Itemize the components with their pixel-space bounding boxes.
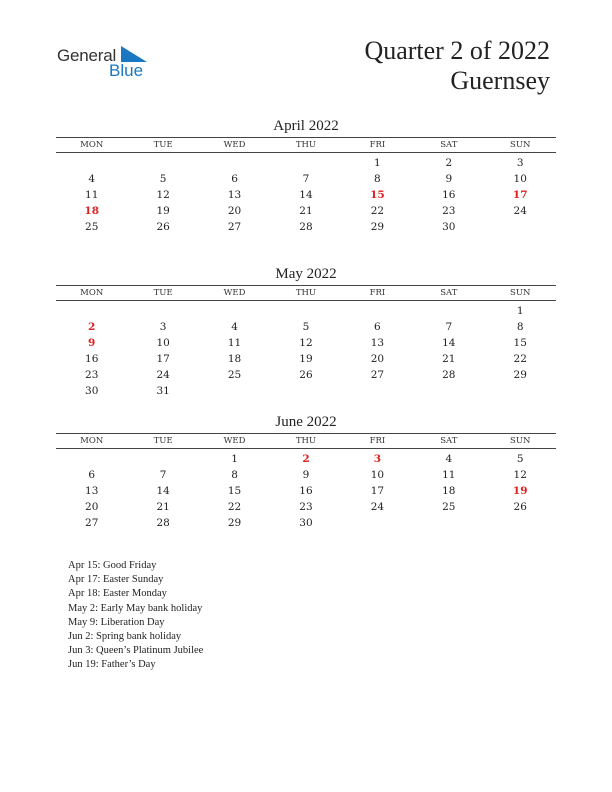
date-cell: 11	[85, 189, 99, 201]
holiday-date-cell: 18	[84, 205, 100, 217]
date-cell	[127, 155, 198, 171]
weekday-label: SAT	[440, 436, 458, 446]
week-row	[56, 155, 556, 171]
date-cell	[342, 303, 413, 319]
date-cell: 30	[299, 517, 313, 529]
weekday-label: TUE	[153, 288, 173, 298]
weekday-label: TUE	[153, 140, 173, 150]
weekday-label: THU	[295, 436, 317, 446]
date-cell: 8	[231, 469, 238, 481]
holiday-item: Apr 18: Easter Monday	[68, 588, 167, 600]
date-cell: 29	[370, 221, 385, 233]
week-row	[56, 467, 556, 483]
date-cell	[56, 303, 127, 319]
date-cell: 8	[374, 173, 381, 185]
holiday-item: Jun 2: Spring bank holiday	[68, 631, 182, 643]
weekday-label: MON	[80, 140, 104, 150]
date-cell	[127, 303, 198, 319]
weeks-grid	[56, 153, 556, 235]
holiday-date-cell: 19	[512, 485, 528, 497]
month-calendar-april	[56, 116, 556, 235]
holiday-date-cell: 17	[512, 189, 528, 201]
date-cell: 25	[442, 501, 456, 513]
date-cell: 9	[302, 469, 310, 481]
weekday-label: THU	[295, 288, 317, 298]
date-cell	[270, 155, 341, 171]
holiday-item: Jun 19: Father’s Day	[68, 659, 156, 671]
weekday-label: SAT	[440, 140, 458, 150]
date-cell: 17	[156, 353, 170, 365]
date-cell	[199, 383, 270, 399]
holiday-item: Jun 3: Queen’s Platinum Jubilee	[68, 645, 204, 657]
month-calendar-may	[56, 264, 556, 399]
date-cell: 6	[231, 173, 238, 185]
week-row	[56, 319, 556, 335]
weekday-label: SUN	[510, 288, 531, 298]
page-title	[364, 36, 550, 96]
date-cell: 30	[85, 385, 99, 397]
week-row	[56, 451, 556, 467]
week-row	[56, 219, 556, 235]
date-cell: 17	[370, 485, 385, 497]
date-cell: 29	[513, 369, 527, 381]
date-cell: 22	[227, 501, 242, 513]
date-cell: 10	[513, 173, 527, 185]
date-cell: 26	[156, 221, 170, 233]
holiday-list	[68, 559, 203, 673]
week-row	[56, 171, 556, 187]
date-cell: 24	[156, 369, 170, 381]
date-cell: 4	[445, 453, 453, 465]
week-row	[56, 351, 556, 367]
week-row	[56, 499, 556, 515]
date-cell: 9	[445, 173, 453, 185]
date-cell	[413, 515, 484, 531]
weekday-label: FRI	[369, 436, 386, 446]
weekday-label: MON	[80, 436, 104, 446]
week-row	[56, 203, 556, 219]
date-cell: 18	[227, 353, 242, 365]
date-cell	[127, 451, 198, 467]
date-cell: 1	[374, 157, 381, 169]
week-row	[56, 483, 556, 499]
date-cell: 28	[156, 517, 170, 529]
date-cell: 12	[156, 189, 170, 201]
weekday-header	[56, 137, 556, 153]
date-cell: 26	[299, 369, 313, 381]
date-cell: 29	[227, 517, 242, 529]
date-cell: 14	[156, 485, 170, 497]
weekday-label: FRI	[369, 288, 386, 298]
month-title: April 2022	[273, 118, 339, 134]
date-cell: 14	[299, 189, 313, 201]
date-cell: 7	[159, 469, 167, 481]
weeks-grid	[56, 449, 556, 531]
date-cell: 11	[442, 469, 456, 481]
date-cell: 25	[85, 221, 99, 233]
date-cell: 4	[231, 321, 238, 333]
logo-text-blue: Blue	[109, 61, 144, 80]
weekday-label: THU	[295, 140, 317, 150]
date-cell: 5	[516, 453, 524, 465]
date-cell: 16	[442, 189, 456, 201]
week-row	[56, 383, 556, 399]
date-cell: 28	[299, 221, 313, 233]
date-cell	[413, 303, 484, 319]
holiday-item: Apr 15: Good Friday	[68, 560, 157, 571]
weekday-label: WED	[223, 288, 246, 298]
title-quarter: Quarter 2 of 2022	[364, 36, 550, 65]
date-cell: 30	[442, 221, 456, 233]
date-cell: 14	[442, 337, 456, 349]
title-country: Guernsey	[450, 66, 550, 95]
holiday-date-cell: 15	[370, 189, 385, 201]
date-cell: 13	[227, 189, 242, 201]
date-cell: 8	[516, 321, 524, 333]
date-cell	[270, 383, 341, 399]
date-cell: 3	[516, 157, 524, 169]
date-cell: 27	[227, 221, 242, 233]
logo-triangle-icon	[121, 46, 147, 62]
weekday-label: SUN	[510, 140, 531, 150]
date-cell	[342, 383, 413, 399]
holiday-item: Apr 17: Easter Sunday	[68, 574, 164, 586]
date-cell: 5	[302, 321, 310, 333]
date-cell: 21	[156, 501, 170, 513]
date-cell: 26	[513, 501, 527, 513]
date-cell	[342, 515, 413, 531]
date-cell: 20	[370, 353, 385, 365]
date-cell: 16	[299, 485, 313, 497]
date-cell: 27	[85, 517, 99, 529]
weekday-label: SAT	[440, 288, 458, 298]
holiday-item: May 9: Liberation Day	[68, 616, 165, 628]
date-cell: 6	[88, 469, 96, 481]
weekday-label: TUE	[153, 436, 173, 446]
date-cell: 10	[370, 469, 385, 481]
weekday-header	[56, 285, 556, 301]
date-cell: 18	[442, 485, 456, 497]
date-cell	[485, 515, 556, 531]
date-cell: 23	[442, 205, 456, 217]
holiday-date-cell: 9	[88, 337, 96, 349]
holiday-date-cell: 3	[373, 453, 382, 465]
date-cell	[270, 303, 341, 319]
month-title: June 2022	[275, 414, 337, 430]
week-row	[56, 367, 556, 383]
date-cell: 31	[156, 385, 170, 397]
date-cell	[485, 383, 556, 399]
weeks-grid	[56, 301, 556, 399]
weekday-label: WED	[223, 436, 246, 446]
weekday-label: FRI	[369, 140, 386, 150]
date-cell: 16	[85, 353, 99, 365]
date-cell: 7	[302, 173, 310, 185]
date-cell: 19	[156, 205, 170, 217]
date-cell: 23	[85, 369, 99, 381]
date-cell	[485, 219, 556, 235]
date-cell: 28	[442, 369, 456, 381]
date-cell: 13	[370, 337, 385, 349]
date-cell: 22	[370, 205, 385, 217]
date-cell: 7	[445, 321, 453, 333]
date-cell: 23	[299, 501, 313, 513]
date-cell: 12	[299, 337, 313, 349]
weekday-label: SUN	[510, 436, 531, 446]
date-cell	[413, 383, 484, 399]
week-row	[56, 187, 556, 203]
date-cell	[199, 303, 270, 319]
date-cell: 2	[445, 157, 453, 169]
date-cell: 25	[227, 369, 242, 381]
logo	[57, 42, 157, 82]
date-cell: 21	[299, 205, 313, 217]
weekday-header	[56, 433, 556, 449]
date-cell: 20	[85, 501, 99, 513]
holiday-date-cell: 2	[88, 321, 96, 333]
weekday-label: MON	[80, 288, 104, 298]
date-cell: 1	[231, 453, 238, 465]
date-cell: 24	[513, 205, 527, 217]
logo-text-general: General	[57, 46, 117, 65]
holiday-date-cell: 2	[302, 453, 310, 465]
date-cell: 11	[227, 337, 242, 349]
weekday-label: WED	[223, 140, 246, 150]
date-cell: 13	[85, 485, 99, 497]
week-row	[56, 303, 556, 319]
date-cell: 27	[370, 369, 385, 381]
month-title: May 2022	[275, 266, 337, 282]
date-cell: 20	[227, 205, 242, 217]
date-cell	[56, 155, 127, 171]
date-cell: 3	[159, 321, 167, 333]
date-cell: 24	[370, 501, 385, 513]
date-cell: 10	[156, 337, 170, 349]
date-cell	[199, 155, 270, 171]
date-cell: 15	[227, 485, 242, 497]
date-cell: 4	[88, 173, 96, 185]
week-row	[56, 515, 556, 531]
date-cell: 22	[513, 353, 527, 365]
holiday-item: May 2: Early May bank holiday	[68, 602, 203, 614]
date-cell: 15	[513, 337, 527, 349]
date-cell: 19	[299, 353, 313, 365]
date-cell	[56, 451, 127, 467]
date-cell: 6	[374, 321, 381, 333]
month-calendar-june	[56, 412, 556, 531]
date-cell: 12	[513, 469, 527, 481]
date-cell: 1	[516, 305, 524, 317]
week-row	[56, 335, 556, 351]
date-cell: 21	[442, 353, 456, 365]
date-cell: 5	[159, 173, 167, 185]
